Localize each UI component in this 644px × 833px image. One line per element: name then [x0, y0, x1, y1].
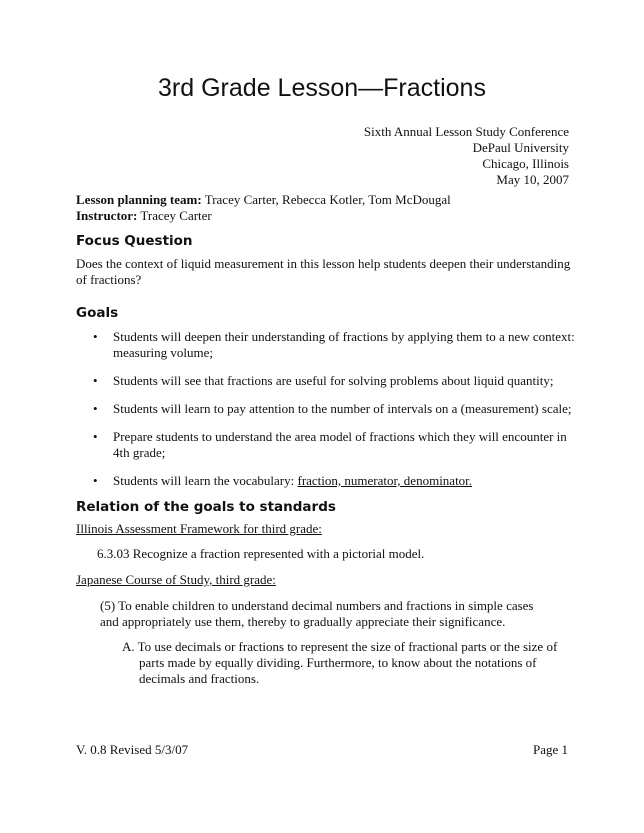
conference-date: May 10, 2007 — [496, 172, 569, 187]
bullet-icon: • — [93, 429, 98, 444]
planning-team-line — [76, 192, 451, 208]
japanese-standard-text: (5) To enable children to understand decimal numbers and fractions in simple cases and appropriately use them, thereby to gradually appreciate their significance. — [100, 598, 534, 629]
goals-list — [76, 329, 576, 501]
goal-text: Students will see that fractions are useful for solving problems about liquid quantity; — [113, 373, 554, 388]
japanese-course-label: Japanese Course of Study, third grade: — [76, 572, 276, 587]
goals-heading: Goals — [76, 305, 119, 321]
focus-question-heading: Focus Question — [76, 233, 193, 249]
footer-version: V. 0.8 Revised 5/3/07 — [76, 742, 189, 757]
bullet-icon: • — [93, 373, 98, 388]
focus-question-text: Does the context of liquid measurement in this lesson help students deepen their understanding of fractions? — [76, 256, 571, 287]
bullet-icon: • — [93, 473, 98, 488]
goal-item — [76, 373, 576, 389]
japanese-substandard-text: A. To use decimals or fractions to represent the size of fractional parts or the size of parts made by equally dividing. Furthermore, to know about the notations of decimals and fractions. — [122, 639, 558, 686]
page-title: 3rd Grade Lesson—Fractions — [158, 74, 486, 102]
instructor-label: Instructor: — [76, 208, 138, 223]
conference-location: Chicago, Illinois — [482, 156, 569, 171]
conference-name: Sixth Annual Lesson Study Conference — [363, 124, 569, 139]
instructor-value: Tracey Carter — [140, 208, 212, 223]
goal-text: Students will learn the vocabulary: — [113, 473, 298, 488]
bullet-icon: • — [93, 401, 98, 416]
planning-team-label: Lesson planning team: — [76, 192, 202, 207]
standards-heading: Relation of the goals to standards — [76, 499, 336, 515]
conference-info — [364, 124, 569, 188]
instructor-line — [76, 208, 451, 224]
conference-venue: DePaul University — [472, 140, 569, 155]
bullet-icon: • — [93, 329, 98, 344]
goal-text: Students will deepen their understanding of fractions by applying them to a new context: measuring volume; — [113, 329, 575, 360]
goal-item — [76, 329, 576, 361]
goal-item — [76, 401, 576, 417]
footer-page-number: Page 1 — [532, 742, 568, 757]
goal-item — [76, 473, 576, 489]
vocabulary-terms: fraction, numerator, denominator. — [297, 473, 473, 488]
goal-item — [76, 429, 576, 461]
illinois-framework-label: Illinois Assessment Framework for third grade: — [76, 521, 322, 536]
lesson-team — [76, 192, 451, 224]
goal-text: Students will learn to pay attention to the number of intervals on a (measurement) scale; — [113, 401, 572, 416]
planning-team-value: Tracey Carter, Rebecca Kotler, Tom McDougal — [204, 192, 451, 207]
illinois-standard-text: 6.3.03 Recognize a fraction represented with a pictorial model. — [97, 546, 425, 561]
goal-text: Prepare students to understand the area model of fractions which they will encounter in 4th grade; — [113, 429, 567, 460]
